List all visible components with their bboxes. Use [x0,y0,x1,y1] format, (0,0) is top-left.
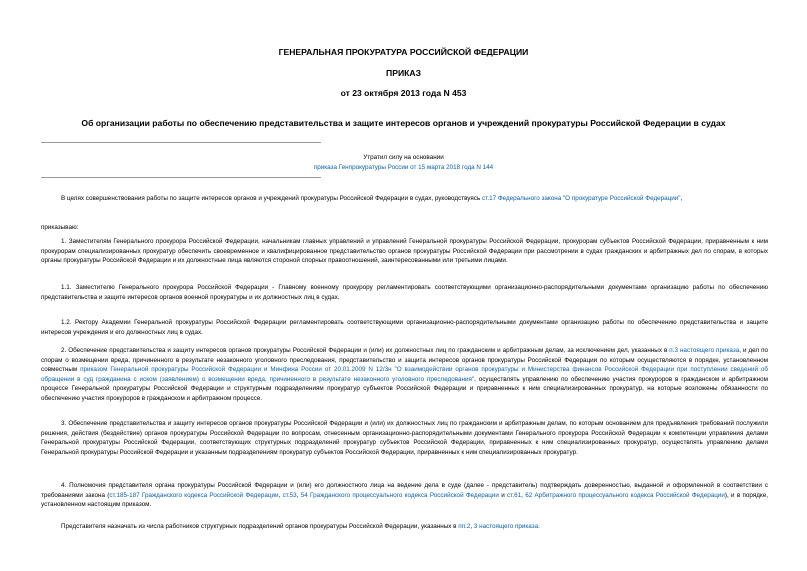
p4-text-4: и [498,491,508,499]
art53-link[interactable]: ст.53 [282,491,297,499]
joint-order-link[interactable]: приказом Генеральной прокуратуры Российской Федерации и Минфина России от 20.01.2009 N 12/3н "О взаимодействии органов прокуратуры и Министерства финансов Российской Федерации при поступлении сведений об обращении в суд гражданина с иском (заявлением) о возмещении вреда, причиненного в результате незаконного уголовного преследования" [41,366,768,383]
order-word: приказываю: [41,224,79,231]
intro-text-end: , [680,195,683,202]
p5-text-1: Представителя назначать из числа работников структурных подразделений органов прокуратуры Российской Федерации, указанных в [61,523,459,530]
repeal-notice-text: Утратил силу на основании [363,154,444,161]
bottom-rule [41,177,321,178]
p3-order-link[interactable]: 3 настоящего приказа [473,523,539,530]
repeal-notice-link-line [0,163,807,172]
civil-code-link[interactable]: ст.185-187 Гражданского кодекса Российской Федерации [109,491,279,499]
p2-text-1: 2. Обеспечение представительства и защиту интересов органов прокуратуры Российской Федерации и (или) их должностных лиц по гражданским и арбитражным делам, за исключением дел, указанных в [61,347,670,354]
arbitration-procedure-code-link[interactable]: 62 Арбитражного процессуального кодекса Российской Федерации [525,491,725,499]
p4-text-5: , [521,491,526,499]
p2-text-2: , и дел по спорам о возмещении вреда, причиненного в результате незаконного уголовного преследования, представительство и защита интересов органов прокуратуры Российской Федерации по которым осуществляются в порядке, установленном совместным [41,347,768,373]
paragraph-2 [41,346,768,403]
p4-text-1: 4. Полномочия представителя органа прокуратуры Российской Федерации и (или) его должностного лица на ведение дела в суде (далее - представитель) подтверждать доверенностью, выданной и оформленной в соответствии с требованиями закона ( [41,482,768,499]
intro-text: В целях совершенствования работы по защите интересов органов и учреждений прокуратуры Российской Федерации в судах, руководствуясь [61,195,482,202]
paragraph-5 [41,522,768,532]
document-title: Об организации работы по обеспечению представительства и защите интересов органов и учреждений прокуратуры Российской Федерации в судах [81,118,726,128]
doc-type-heading: ПРИКАЗ [386,68,421,78]
p4-text-3: , [296,491,301,499]
p4-text-2: , [278,491,283,499]
date-number-heading: от 23 октября 2013 года N 453 [340,88,467,98]
law-article-link[interactable]: ст.17 Федерального закона "О прокуратуре Российской Федерации" [481,195,681,202]
p5-text-3: . [538,523,540,530]
paragraph-4 [41,481,768,510]
top-rule [41,142,321,143]
p4-text-6: ), и в порядке, установленном настоящим приказом. [41,491,769,508]
repeal-order-link[interactable]: приказа Генпрокуратуры России от 15 марта 2018 года N 144 [313,164,494,171]
p2-text-3: , осуществлять управлению по обеспечению участия прокуроров в гражданском и арбитражном процессе Генеральной прокуратуры Российской Федерации и структурным подразделениям прокуратур субъектов Российской Федерации и приравненных к ним специализированных прокуратур, на которые возложены обязанности по обеспечению участия прокуроров в гражданском и арбитражном процессе. [41,375,768,402]
paragraph-1-2: 1.2. Ректору Академии Генеральной прокуратуры Российской Федерации регламентировать соответствующими организационно-распорядительными документами организацию работы по обеспечению представительства и защите интересов учреждения и его должностных лиц в судах. [41,319,768,336]
civil-procedure-code-link[interactable]: 54 Гражданского процессуального кодекса Российской Федерации [300,491,499,499]
intro-paragraph [41,194,768,204]
paragraph-3: 3. Обеспечение представительства и защиту интересов органов прокуратуры Российской Федерации и (или) их должностных лиц по гражданским и арбитражным делам, по которым основанием для предъявления требований послужили решения, действия (бездействие) органов прокуратуры Российской Федерации по вопросам, отнесенным организационно-распорядительными документами Генерального прокурора Российской Федерации к компетенции управления делами Генеральной прокуратуры Российской Федерации, соответствующих структурных подразделений прокуратур субъектов Российской Федерации, приравненных к ним специализированных прокуратур, осуществлять управлению делами Генеральной прокуратуры Российской Федерации и указанным подразделениям прокуратур субъектов Российской Федерации, приравненных к ним специализированных прокуратур. [41,420,768,456]
org-heading: ГЕНЕРАЛЬНАЯ ПРОКУРАТУРА РОССИЙСКОЙ ФЕДЕРАЦИИ [278,47,529,57]
p5-text-2: , [470,523,474,530]
art61-link[interactable]: ст.61 [507,491,522,499]
pp2-link[interactable]: пп.2 [458,523,471,530]
paragraph-1-1: 1.1. Заместителю Генерального прокурора Российской Федерации - Главному военному прокурору регламентировать соответствующими организационно-распорядительными документами организацию работы по обеспечению представительства и защите интересов органов военной прокуратуры и их должностных лиц в судах. [41,284,768,301]
p3-reference-link[interactable]: п.3 настоящего приказа [669,347,740,354]
paragraph-1: 1. Заместителям Генерального прокурора Российской Федерации, начальникам главных управлений и управлений Генеральной прокуратуры Российской Федерации, прокурорам субъектов Российской Федерации, приравненным к ним прокурорам специализированных прокуратур обеспечить своевременное и квалифицированное представительство органов прокуратуры Российской Федерации при рассмотрении в судах гражданских и арбитражных дел по спорам, в которых органы прокуратуры Российской Федерации и их должностные лица являются стороной спорных правоотношений, заинтересованными или третьими лицами. [41,238,768,264]
